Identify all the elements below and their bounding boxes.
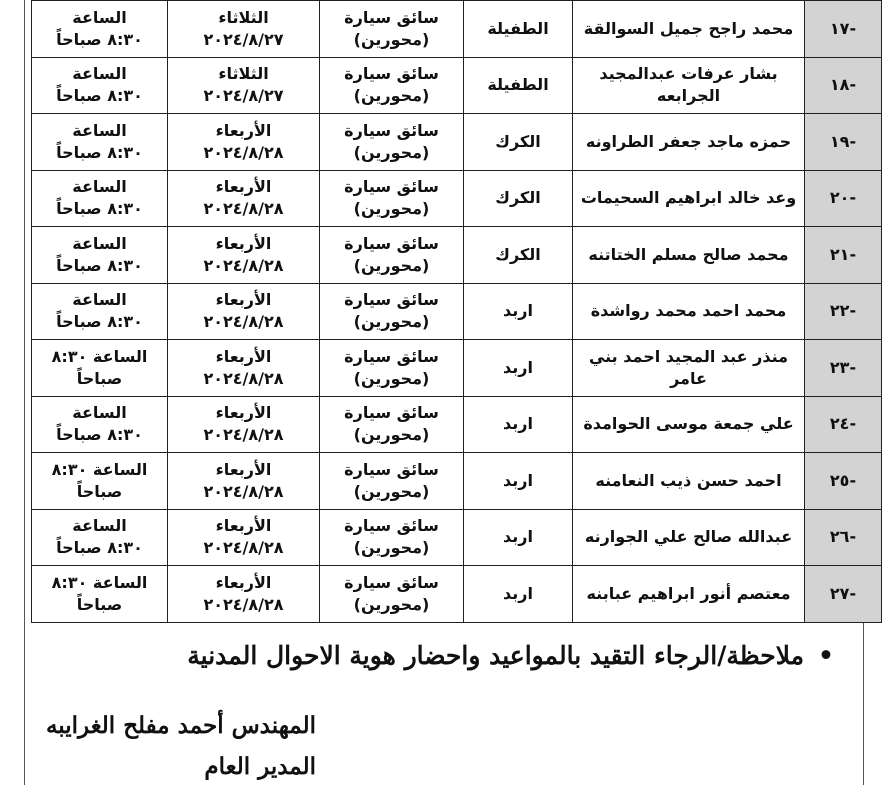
job-title (320, 227, 464, 284)
candidate-name: محمد صالح مسلم الختاتنه (573, 227, 805, 284)
interview-date-value: ٢٠٢٤/٨/٢٨ (203, 199, 284, 219)
job-title-line1: سائق سيارة (344, 7, 439, 27)
candidate-name: معتصم أنور ابراهيم عبابنه (573, 566, 805, 623)
governorate: الكرك (464, 227, 573, 284)
row-number: -٢٥ (805, 453, 882, 510)
governorate: الكرك (464, 170, 573, 227)
interview-day: الأربعاء (215, 290, 272, 310)
candidate-name: منذر عبد المجيد احمد بني عامر (573, 340, 805, 397)
interview-day: الأربعاء (215, 346, 272, 366)
job-title-line1: سائق سيارة (344, 459, 439, 479)
job-title (320, 114, 464, 171)
row-number: -٢١ (805, 227, 882, 284)
note-bullet: • (818, 641, 834, 670)
job-title (320, 396, 464, 453)
job-title-line1: سائق سيارة (344, 290, 439, 310)
row-number: -١٧ (805, 1, 882, 58)
signatory-name: المهندس أحمد مفلح الغرايبه (45, 712, 316, 739)
table-row (32, 170, 882, 227)
table-row (32, 1, 882, 58)
job-title-line2: (محورين) (353, 368, 430, 388)
table-row (32, 114, 882, 171)
interview-day: الثلاثاء (218, 64, 269, 84)
row-number: -٢٢ (805, 283, 882, 340)
interview-date (168, 57, 320, 114)
table-row (32, 566, 882, 623)
row-number: -٢٠ (805, 170, 882, 227)
interview-time (32, 283, 168, 340)
job-title-line2: (محورين) (353, 255, 430, 275)
interview-day: الثلاثاء (218, 7, 269, 27)
interview-day: الأربعاء (215, 403, 272, 423)
interview-time-line1: الساعة ٨:٣٠ (51, 459, 148, 479)
interview-time (32, 57, 168, 114)
interview-date (168, 509, 320, 566)
candidate-name: احمد حسن ذيب النعامنه (573, 453, 805, 510)
row-number: -٢٦ (805, 509, 882, 566)
candidate-name: بشار عرفات عبدالمجيد الجرابعه (573, 57, 805, 114)
interview-time-line2: صباحاً (76, 594, 123, 614)
interview-date (168, 227, 320, 284)
schedule-table-body (32, 1, 882, 623)
job-title-line1: سائق سيارة (344, 233, 439, 253)
interview-time (32, 509, 168, 566)
interview-date-value: ٢٠٢٤/٨/٢٨ (203, 368, 284, 388)
interview-time-line2: ٨:٣٠ صباحاً (56, 312, 143, 332)
job-title (320, 566, 464, 623)
row-number: -٢٣ (805, 340, 882, 397)
interview-time (32, 566, 168, 623)
row-number: -١٨ (805, 57, 882, 114)
candidate-name: حمزه ماجد جعفر الطراونه (573, 114, 805, 171)
candidate-name: علي جمعة موسى الحوامدة (573, 396, 805, 453)
table-row (32, 227, 882, 284)
governorate: اربد (464, 566, 573, 623)
job-title-line2: (محورين) (353, 481, 430, 501)
interview-date-value: ٢٠٢٤/٨/٢٨ (203, 538, 284, 558)
job-title-line2: (محورين) (353, 312, 430, 332)
row-number: -٢٤ (805, 396, 882, 453)
interview-time-line1: الساعة (72, 516, 127, 536)
interview-date-value: ٢٠٢٤/٨/٢٧ (203, 86, 284, 106)
interview-time (32, 114, 168, 171)
job-title (320, 340, 464, 397)
interview-time-line1: الساعة ٨:٣٠ (51, 346, 148, 366)
table-row (32, 340, 882, 397)
interview-time-line1: الساعة (72, 120, 127, 140)
interview-time (32, 453, 168, 510)
interview-date-value: ٢٠٢٤/٨/٢٨ (203, 312, 284, 332)
candidate-name: وعد خالد ابراهيم السحيمات (573, 170, 805, 227)
interview-date (168, 453, 320, 510)
job-title-line2: (محورين) (353, 594, 430, 614)
interview-time (32, 1, 168, 58)
table-row (32, 396, 882, 453)
job-title-line1: سائق سيارة (344, 64, 439, 84)
job-title-line2: (محورين) (353, 538, 430, 558)
table-row (32, 283, 882, 340)
job-title-line2: (محورين) (353, 199, 430, 219)
candidate-name: عبدالله صالح علي الجوارنه (573, 509, 805, 566)
interview-time-line2: ٨:٣٠ صباحاً (56, 538, 143, 558)
interview-time-line2: ٨:٣٠ صباحاً (56, 425, 143, 445)
job-title-line1: سائق سيارة (344, 177, 439, 197)
governorate: اربد (464, 509, 573, 566)
interview-time-line2: صباحاً (76, 368, 123, 388)
job-title (320, 283, 464, 340)
interview-date (168, 396, 320, 453)
interview-day: الأربعاء (215, 572, 272, 592)
interview-time-line2: ٨:٣٠ صباحاً (56, 29, 143, 49)
job-title (320, 1, 464, 58)
interview-date (168, 283, 320, 340)
job-title (320, 170, 464, 227)
job-title-line1: سائق سيارة (344, 403, 439, 423)
interview-time-line1: الساعة (72, 403, 127, 423)
governorate: الكرك (464, 114, 573, 171)
interview-date (168, 170, 320, 227)
interview-time-line2: ٨:٣٠ صباحاً (56, 142, 143, 162)
interview-date-value: ٢٠٢٤/٨/٢٧ (203, 29, 284, 49)
job-title (320, 453, 464, 510)
job-title-line2: (محورين) (353, 29, 430, 49)
governorate: اربد (464, 396, 573, 453)
job-title-line1: سائق سيارة (344, 120, 439, 140)
table-row (32, 509, 882, 566)
interview-time (32, 396, 168, 453)
interview-time-line1: الساعة (72, 64, 127, 84)
note-body: ملاحظة/الرجاء التقيد بالمواعيد واحضار هوية الاحوال المدنية (187, 641, 805, 670)
interview-date (168, 566, 320, 623)
interview-date-value: ٢٠٢٤/٨/٢٨ (203, 481, 284, 501)
interview-time-line1: الساعة (72, 7, 127, 27)
interview-time-line2: ٨:٣٠ صباحاً (56, 255, 143, 275)
interview-time (32, 170, 168, 227)
candidate-name: محمد احمد محمد رواشدة (573, 283, 805, 340)
table-row (32, 57, 882, 114)
interview-day: الأربعاء (215, 459, 272, 479)
interview-time (32, 227, 168, 284)
row-number: -١٩ (805, 114, 882, 171)
governorate: الطفيلة (464, 1, 573, 58)
signatory-title: المدير العام (204, 753, 316, 780)
interview-time-line2: ٨:٣٠ صباحاً (56, 86, 143, 106)
table-row (32, 453, 882, 510)
governorate: اربد (464, 340, 573, 397)
interview-date-value: ٢٠٢٤/٨/٢٨ (203, 142, 284, 162)
job-title-line2: (محورين) (353, 142, 430, 162)
interview-day: الأربعاء (215, 516, 272, 536)
job-title-line1: سائق سيارة (344, 572, 439, 592)
job-title-line2: (محورين) (353, 425, 430, 445)
job-title-line1: سائق سيارة (344, 346, 439, 366)
interview-time-line1: الساعة (72, 290, 127, 310)
job-title-line1: سائق سيارة (344, 516, 439, 536)
interview-time-line2: صباحاً (76, 481, 123, 501)
job-title (320, 509, 464, 566)
interview-date-value: ٢٠٢٤/٨/٢٨ (203, 425, 284, 445)
job-title-line2: (محورين) (353, 86, 430, 106)
interview-day: الأربعاء (215, 120, 272, 140)
row-number: -٢٧ (805, 566, 882, 623)
interview-time-line1: الساعة (72, 233, 127, 253)
governorate: اربد (464, 283, 573, 340)
interview-date (168, 114, 320, 171)
interview-time-line2: ٨:٣٠ صباحاً (56, 199, 143, 219)
interview-day: الأربعاء (215, 233, 272, 253)
interview-date-value: ٢٠٢٤/٨/٢٨ (203, 255, 284, 275)
schedule-table (31, 0, 882, 623)
interview-day: الأربعاء (215, 177, 272, 197)
interview-date (168, 1, 320, 58)
interview-date (168, 340, 320, 397)
interview-time-line1: الساعة (72, 177, 127, 197)
interview-time (32, 340, 168, 397)
job-title (320, 57, 464, 114)
candidate-name: محمد راجح جميل السوالقة (573, 1, 805, 58)
interview-date-value: ٢٠٢٤/٨/٢٨ (203, 594, 284, 614)
governorate: اربد (464, 453, 573, 510)
interview-time-line1: الساعة ٨:٣٠ (51, 572, 148, 592)
note-text (187, 641, 834, 670)
governorate: الطفيلة (464, 57, 573, 114)
